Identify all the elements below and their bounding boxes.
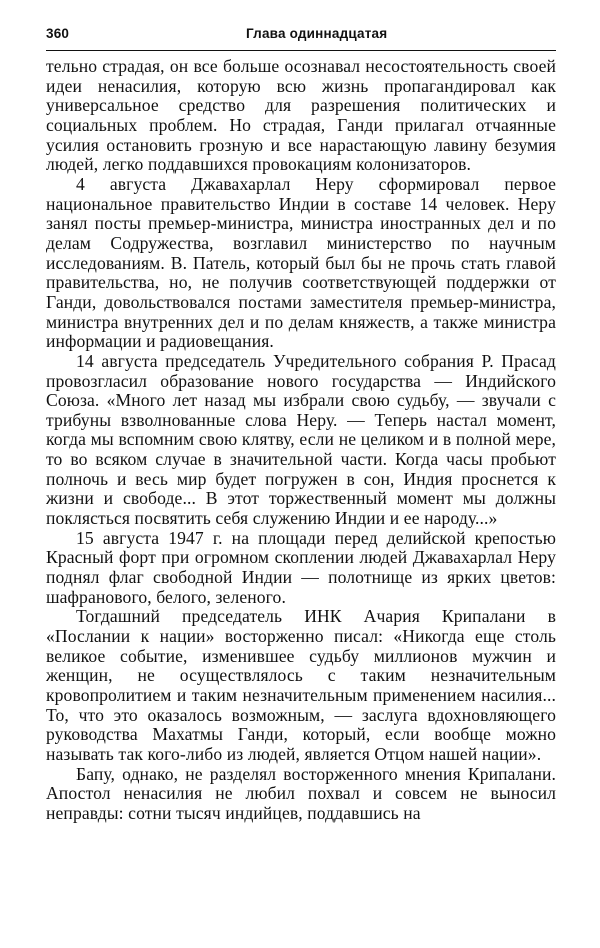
paragraph: Бапу, однако, не разделял восторженного мнения Крипалани. Апостол ненасилия не любил похвал и совсем не выносил неправды: сотни тысяч индийцев, поддавшись на — [46, 763, 556, 823]
body-text — [46, 57, 556, 824]
chapter-title: Глава одиннадцатая — [246, 26, 388, 41]
paragraph: 15 августа 1947 г. на площади перед делийской крепостью Красный форт при огромном скоплении людей Джавахарлал Неру поднял флаг свободной Индии — полотнище из ярких цветов: шафранового, белого, зеленого. — [46, 527, 556, 607]
paragraph: тельно страдая, он все больше осознавал несостоятельность своей идеи ненасилия, которую всю жизнь пропагандировал как универсальное средство для разрешения политических и социальных проблем. Но страдая, Ганди прилагал отчаянные усилия остановить грозную и все нарастающую лавину безумия людей, легко поддавшихся провокациям колонизаторов. — [46, 56, 556, 175]
header-rule — [46, 50, 556, 51]
running-header — [46, 26, 556, 48]
book-page — [46, 26, 556, 824]
paragraph: Тогдашний председатель ИНК Ачария Крипалани в «Послании к нации» восторженно писал: «Никогда еще столь великое событие, изменившее судьбу миллионов мужчин и женщин, не осуществлялось с таким незначительным кровопролитием и таким незначительным применением насилия... То, что это оказалось возможным, — заслуга вдохновляющего руководства Махатмы Ганди, который, если вообще можно называть так кого-либо из людей, является Отцом нашей нации». — [46, 606, 556, 764]
page-number: 360 — [46, 26, 70, 41]
paragraph: 14 августа председатель Учредительного собрания Р. Прасад провозгласил образование нового государства — Индийского Союза. «Много лет назад мы избрали свою судьбу, — звучали с трибуны взволнованные слова Неру. — Теперь настал момент, когда мы вспомним свою клятву, если не целиком и в полной мере, то во всяком случае в значительной части. Когда часы пробьют полночь и весь мир будет погружен в сон, Индия проснется к жизни и свободе... В этот торжественный момент мы должны поклясться посвятить себя служению Индии и ее народу...» — [46, 350, 556, 529]
paragraph: 4 августа Джавахарлал Неру сформировал первое национальное правительство Индии в составе 14 человек. Неру занял посты премьер-министра, министра иностранных дел и по делам Содружества, возглавил министерство по научным исследованиям. В. Патель, который был бы не прочь стать главой правительства, но, не получив соответствующей поддержки от Ганди, довольствовался постами заместителя премьер-министра, министра внутренних дел и по делам княжеств, а также министра информации и радиовещания. — [46, 173, 556, 352]
